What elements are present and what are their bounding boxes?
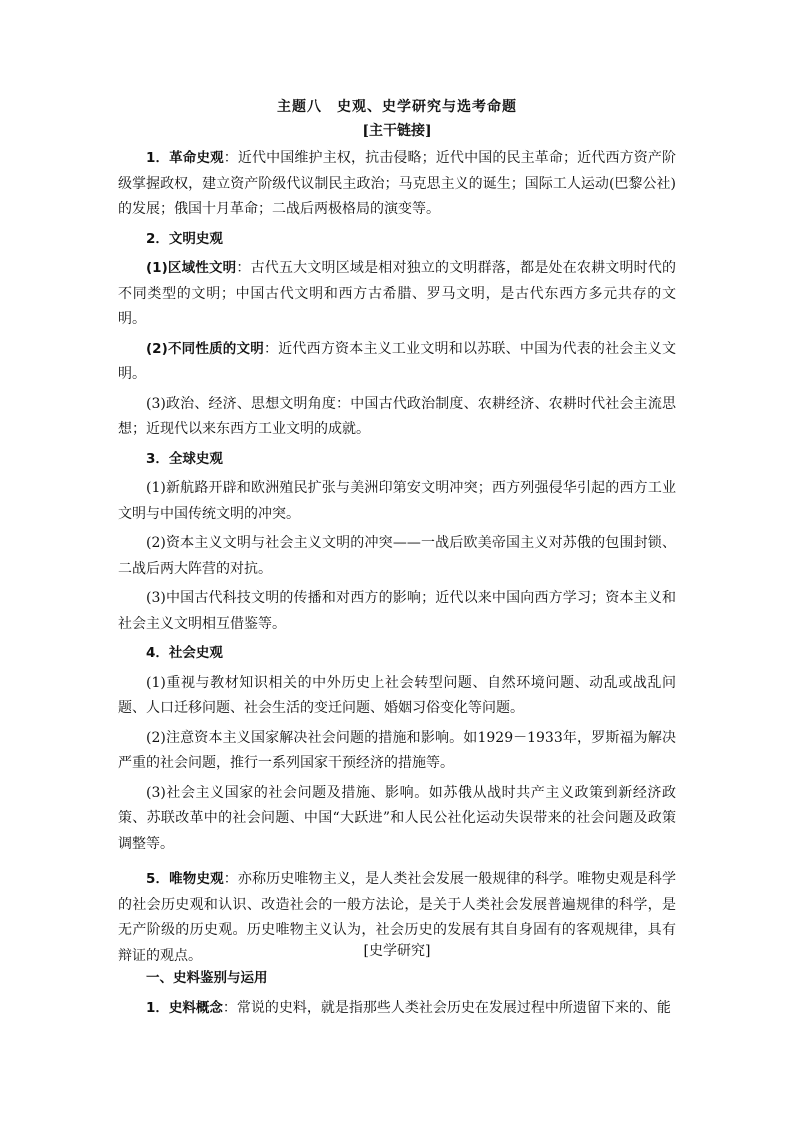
label-source-concept: 1．史料概念 (146, 999, 223, 1016)
text-civ-1: ：古代五大文明区域是相对独立的文明群落，都是处在农耕文明时代的不同类型的文明；中国古代文明和西方古希腊、罗马文明，是古代东西方多元共存的文明。 (118, 260, 677, 327)
text-civ-2: ：近代西方资本主义工业文明和以苏联、中国为代表的社会主义文明。 (118, 340, 677, 382)
label-materialist-view: 5．唯物史观 (146, 871, 224, 887)
text-source-concept: ：常说的史料，就是指那些人类社会历史在发展过程中所遗留下来的、能 (222, 999, 671, 1016)
text-revolution-view: ：近代中国维护主权，抗击侵略；近代中国的民主革命；近代西方资产阶级掌握政权，建立资产阶级代议制民主政治；马克思主义的诞生；国际工人运动(巴黎公社)的发展；俄国十月革命；二战后两极格局的演变等。 (118, 150, 677, 217)
heading-global-view (118, 447, 676, 473)
paragraph-global-3: (3)中国古代科技文明的传播和对西方的影响；近代以来中国向西方学习；资本主义和社会主义文明相互借鉴等。 (118, 590, 676, 632)
heading-source-identification (118, 966, 676, 992)
paragraph-global-2: (2)资本主义文明与社会主义文明的冲突——一战后欧美帝国主义对苏俄的包围封锁、二战后两大阵营的对抗。 (118, 535, 676, 577)
heading-civilization-view (118, 227, 676, 253)
label-social-view: 4．社会史观 (146, 645, 223, 661)
paragraph-revolution-view (118, 146, 676, 223)
section-heading-main-links: [主干链接] (362, 123, 432, 139)
label-revolution-view: 1．革命史观 (146, 150, 224, 166)
paragraph-social-3: (3)社会主义国家的社会问题及措施、影响。如苏俄从战时共产主义政策到新经济政策、苏联改革中的社会问题、中国“大跃进”和人民公社化运动失误带来的社会问题及政策调整等。 (118, 784, 676, 852)
label-civ-2: (2)不同性质的文明 (146, 340, 264, 357)
content-block-1 (118, 146, 676, 969)
section-heading-history-research: [史学研究] (363, 943, 431, 959)
page-title: 主题八 史观、史学研究与选考命题 (277, 99, 517, 115)
label-source-identification: 一、史料鉴别与运用 (146, 970, 268, 986)
paragraph-civ-3: (3)政治、经济、思想文明角度：中国古代政治制度、农耕经济、农耕时代社会主流思想；近现代以来东西方工业文明的成就。 (118, 395, 676, 437)
label-civ-1: (1)区域性文明 (146, 260, 237, 276)
label-global-view: 3．全球史观 (146, 450, 223, 467)
content-block-2 (118, 966, 676, 1021)
paragraph-source-concept (118, 996, 676, 1022)
paragraph-civ-1 (118, 256, 676, 333)
paragraph-social-1: (1)重视与教材知识相关的中外历史上社会转型问题、自然环境问题、动乱或战乱问题、人口迁移问题、社会生活的变迁问题、婚姻习俗变化等问题。 (118, 674, 676, 716)
label-civilization-view: 2．文明史观 (146, 230, 223, 247)
paragraph-social-2: (2)注意资本主义国家解决社会问题的措施和影响。如1929－1933年，罗斯福为解决严重的社会问题，推行一系列国家干预经济的措施等。 (118, 729, 676, 771)
paragraph-civ-2 (118, 337, 676, 388)
text-materialist-view: ：亦称历史唯物主义，是人类社会发展一般规律的科学。唯物史观是科学的社会历史观和认识、改造社会的一般方法论，是关于人类社会发展普遍规律的科学，是无产阶级的历史观。历史唯物主义认为，社会历史的发展有其自身固有的客观规律，具有辩证的观点。 (118, 871, 677, 964)
paragraph-global-1: (1)新航路开辟和欧洲殖民扩张与美洲印第安文明冲突；西方列强侵华引起的西方工业文明与中国传统文明的冲突。 (118, 480, 676, 522)
heading-social-view (118, 641, 676, 667)
